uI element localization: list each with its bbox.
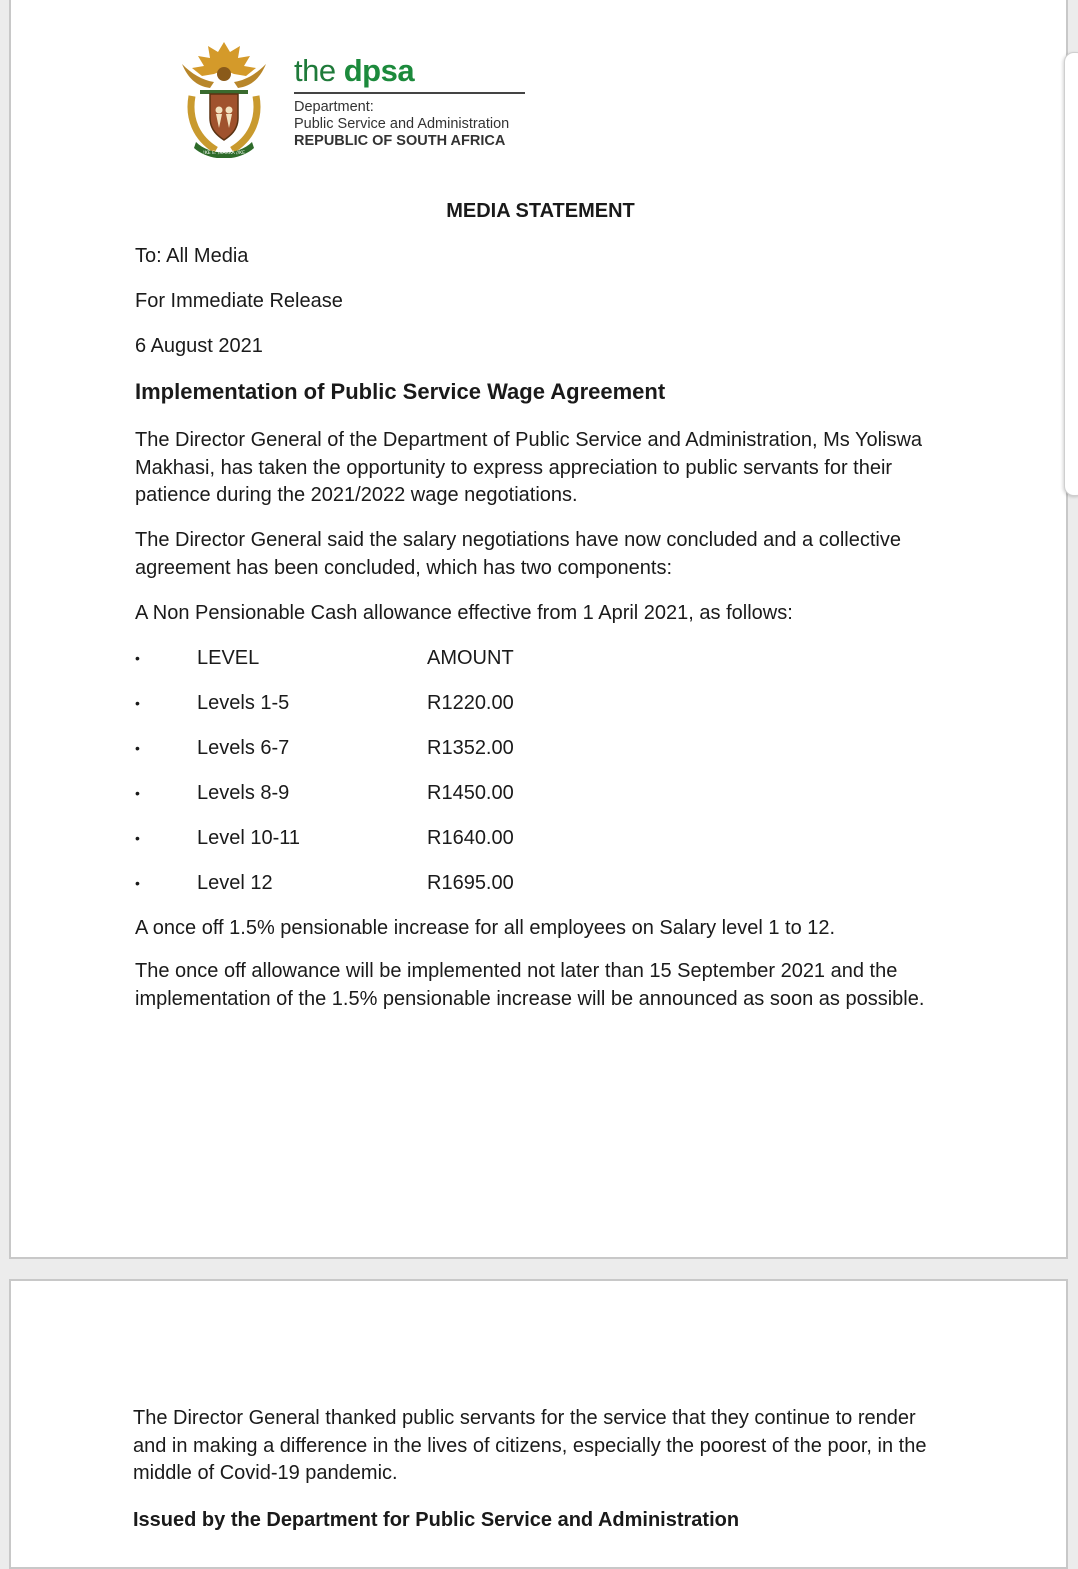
table-row	[11, 824, 711, 854]
table-row	[11, 869, 711, 899]
document-page-1	[9, 0, 1068, 1259]
release-line: For Immediate Release	[135, 290, 343, 312]
bullet: •	[135, 695, 140, 711]
level-cell: Level 10-11	[197, 827, 301, 849]
document-title: Implementation of Public Service Wage Agreement	[135, 379, 666, 404]
table-row	[11, 779, 711, 809]
motto-text: !KE E: /XARRA //KE	[203, 151, 245, 156]
dept-line-1: Department:	[294, 99, 374, 115]
dept-line-3: REPUBLIC OF SOUTH AFRICA	[294, 133, 506, 149]
paragraph-6: The Director General thanked public servants for the service that they continue to render and in making a difference in the lives of citizens, especially the poorest of the poor, in the middle of Covid-19 pandemic.	[133, 1407, 927, 1484]
bullet: •	[135, 650, 140, 666]
coat-of-arms-icon	[174, 38, 274, 158]
level-cell: Level 12	[197, 872, 273, 894]
table-row	[11, 689, 711, 719]
amount-cell: R1695.00	[427, 872, 514, 894]
paragraph-1: The Director General of the Department of Public Service and Administration, Ms Yoliswa Makhasi, has taken the opportunity to express appreciation to public servants for their patience during the 2021/2022 wage negotiations.	[135, 429, 923, 506]
brand-name: dpsa	[343, 53, 415, 88]
amount-cell: R1450.00	[427, 782, 514, 804]
dept-line-2: Public Service and Administration	[294, 116, 510, 132]
brand-divider	[294, 92, 525, 94]
bullet: •	[135, 830, 140, 846]
recipient-line: To: All Media	[135, 245, 249, 267]
table-row	[11, 734, 711, 764]
header-amount: AMOUNT	[427, 647, 514, 669]
date-line: 6 August 2021	[135, 335, 263, 357]
bullet: •	[135, 785, 140, 801]
brand-logo	[294, 51, 414, 91]
level-cell: Levels 1-5	[197, 692, 290, 714]
table-header-row	[11, 644, 711, 674]
statement-heading: MEDIA STATEMENT	[446, 200, 635, 222]
amount-cell: R1352.00	[427, 737, 514, 759]
bullet: •	[135, 875, 140, 891]
bullet: •	[135, 740, 140, 756]
document-page-2	[9, 1279, 1068, 1569]
paragraph-4: A once off 1.5% pensionable increase for all employees on Salary level 1 to 12.	[135, 917, 836, 939]
scrollbar-thumb[interactable]	[1064, 52, 1078, 496]
header-level: LEVEL	[197, 647, 260, 669]
paragraph-2: The Director General said the salary negotiations have now concluded and a collective agreement has been concluded, which has two components:	[135, 529, 901, 579]
level-cell: Levels 8-9	[197, 782, 290, 804]
paragraph-3: A Non Pensionable Cash allowance effective from 1 April 2021, as follows:	[135, 602, 793, 624]
amount-cell: R1220.00	[427, 692, 514, 714]
issued-by: Issued by the Department for Public Service and Administration	[133, 1509, 740, 1531]
amount-cell: R1640.00	[427, 827, 514, 849]
brand-prefix: the	[294, 53, 336, 88]
paragraph-5: The once off allowance will be implemented not later than 15 September 2021 and the implementation of the 1.5% pensionable increase will be announced as soon as possible.	[135, 960, 925, 1010]
level-cell: Levels 6-7	[197, 737, 290, 759]
